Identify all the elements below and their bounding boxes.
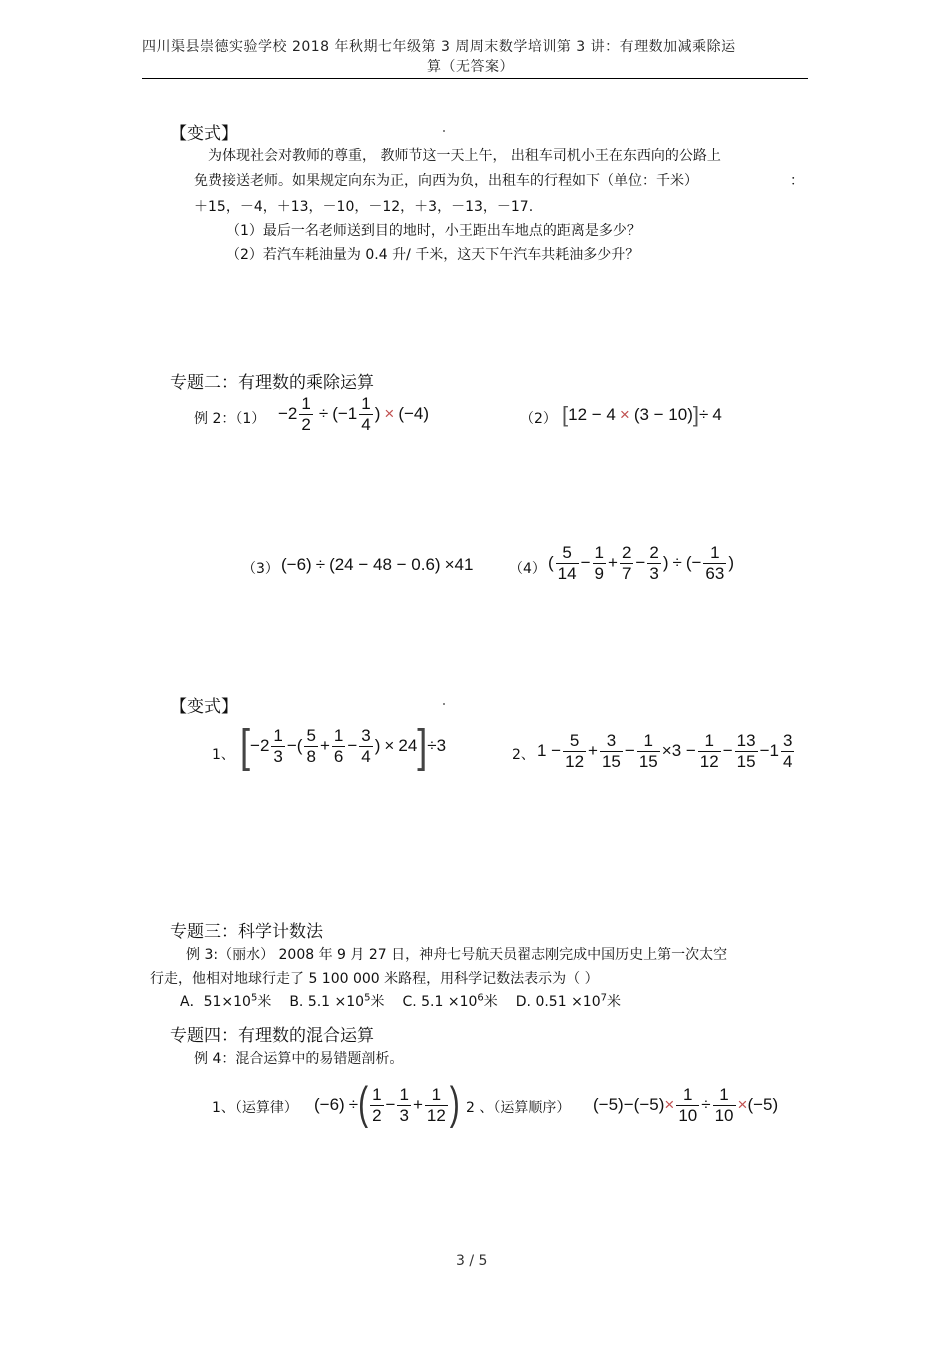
variant-title-1: 【变式】: [170, 124, 238, 144]
example-4-text: 例 4：混合运算中的易错题剖析。: [194, 1051, 404, 1067]
mixed-1-label: 1、（运算律）: [212, 1100, 298, 1116]
variant-2-2-expr: 1 − $\frac{5}{12}$ + $\frac{3}{15}$ − $\frac{1}{15}$ × 3 − $\frac{1}{12}$ − $\frac{13}{15}$ −1 $\frac{3}{4}$: [537, 731, 793, 771]
question-2: （2）若汽车耗油量为 0.4 升/ 千米，这天下午汽车共耗油多少升？: [226, 247, 640, 263]
variant-2-1-label: 1、: [212, 747, 235, 763]
option-b: B. $5.1 \times 10^5$米: [289, 992, 385, 1010]
example-2-label: 例 2：（1）: [194, 411, 266, 427]
expr-2-2: [ 12 − 4 × (3 − 10) ] ÷ 4: [562, 402, 722, 427]
option-a: A．$51\times 10^5$米: [180, 992, 272, 1010]
mixed-2-label: 2 、（运算顺序）: [466, 1100, 571, 1116]
expr-2-3: (−6) ÷ (24 − 48 − 0.6) × 41: [281, 555, 474, 574]
example-3-line-2: 行走，他相对地球行走了 5 100 000 米路程，用科学记数法表示为（ ）: [150, 971, 599, 987]
question-1: （1）最后一名老师送到目的地时，小王距出车地点的距离是多少？: [226, 223, 641, 239]
header-line-1: 四川渠县崇德实验学校 2018 年秋期七年级第 3 周周末数学培训第 3 讲：有理数加减乘除运: [142, 39, 736, 55]
topic-3-title: 专题三：科学计数法: [170, 922, 323, 942]
mixed-2-expr: (−5) − (−5) × $\frac{1}{10}$ ÷ $\frac{1}{10}$ × (−5): [593, 1085, 779, 1125]
page-number: 3 / 5: [456, 1253, 488, 1269]
example-3-options: [180, 991, 621, 1011]
topic-2-title: 专题二：有理数的乘除运算: [170, 373, 374, 393]
mixed-1-expr: (−6) ÷ ( $\frac{1}{2}$ − $\frac{1}{3}$ + $\frac{1}{12}$ ): [314, 1079, 460, 1130]
problem-text-line-2: 免费接送老师。如果规定向东为正，向西为负，出租车的行程如下（单位：千米）: [194, 173, 698, 189]
header-rule: [142, 78, 808, 79]
variant-title-2: 【变式】: [170, 697, 238, 717]
expr-2-4-label: （4）: [509, 561, 546, 577]
variant-2-1-expr: [ −2 $\frac{1}{3}$ −( $\frac{5}{8}$ + $\frac{1}{6}$ − $\frac{3}{4}$ ) × 24 ] ÷ 3: [240, 718, 447, 773]
expr-2-1: −2 $\frac{1}{2}$ ÷ (−1 $\frac{1}{4}$ ) × (−4): [278, 394, 430, 434]
decor-dot: [443, 130, 445, 132]
decor-dot: [443, 703, 445, 705]
expr-2-3-label: （3）: [242, 561, 279, 577]
header-line-2: 算（无答案）: [427, 59, 514, 75]
problem-text-line-1: 为体现社会对教师的尊重， 教师节这一天上午， 出租车司机小王在东西向的公路上: [208, 148, 721, 164]
option-d: D. $0.51 \times 10^7$米: [515, 992, 621, 1010]
trip-values: ＋15，－4，＋13，－10，－12，＋3，－13，－17.: [194, 199, 534, 215]
variant-2-2-label: 2、: [512, 747, 535, 763]
example-3-line-1: 例 3:（丽水） 2008 年 9 月 27 日，神舟七号航天员翟志刚完成中国历史上第一次太空: [186, 947, 728, 963]
topic-4-title: 专题四：有理数的混合运算: [170, 1026, 374, 1046]
option-c: C. $5.1 \times 10^6$米: [402, 992, 498, 1010]
problem-colon: ：: [790, 173, 804, 189]
expr-2-4: ( $\frac{5}{14}$ − $\frac{1}{9}$ + $\frac{2}{7}$ − $\frac{2}{3}$ ) ÷ (− $\frac{1}{63}$ ): [548, 543, 735, 583]
expr-2-2-label: （2）: [520, 411, 557, 427]
